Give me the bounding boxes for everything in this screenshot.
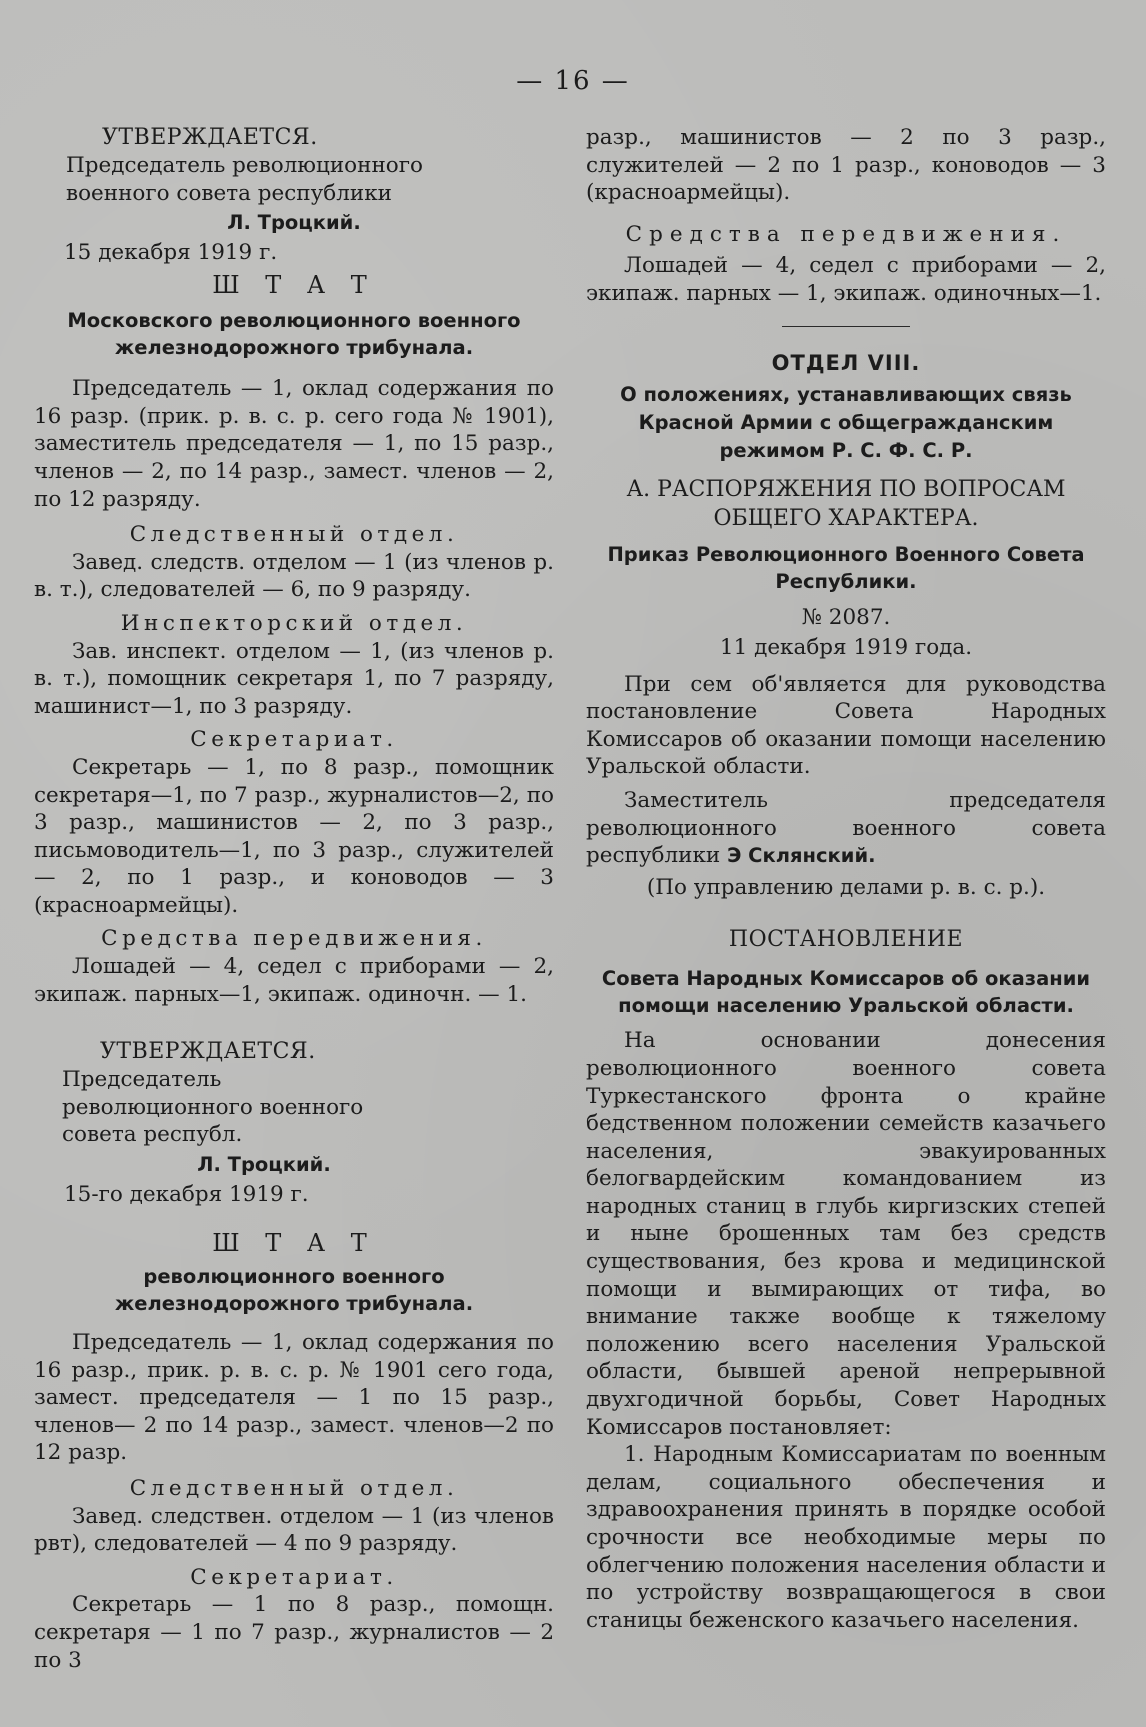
order-text: При сем об'является для руководства постановление Совета Народных Комиссаров об оказании помощи населению Уральской области. <box>586 671 1106 780</box>
investigation-paragraph-2: Завед. следствен. отделом — 1 (из членов рвт), следователей — 4 по 9 разряду. <box>34 1503 554 1557</box>
transport-paragraph: Лошадей — 4, седел с приборами — 2, экипаж. парных—1, экипаж. одиночн. — 1. <box>34 954 554 1007</box>
approval-heading-1: УТВЕРЖДАЕТСЯ. <box>102 125 318 150</box>
page-number: — 16 — <box>516 66 630 96</box>
transport-paragraph-right: Лошадей — 4, седел с приборами — 2, экипаж. парных — 1, экипаж. одиночных—1. <box>586 253 1106 306</box>
order-date: 11 декабря 1919 года. <box>719 634 973 660</box>
department-heading: ОТДЕЛ VIII. <box>771 350 921 375</box>
section-a-heading: А. РАСПОРЯЖЕНИЯ ПО ВОПРОСАМ ОБЩЕГО ХАРАКТЕРА. <box>626 476 1066 531</box>
section-divider <box>782 326 910 327</box>
approval-text-2: Председатель революционного военного совета республ. <box>62 1067 364 1148</box>
secretariat-paragraph: Секретарь — 1, по 8 разр., помощник секретаря—1, по 7 разр., журналистов—2, по 3 разр., машинистов — 2, по 3 разр., письмоводитель—1, по 3 разр., служителей — 2, по 1 разр., и коноводов — 3 (красноармейцы). <box>34 754 554 918</box>
section-heading-secretariat: Секретариат. <box>190 727 398 753</box>
deputy-text: Заместитель председателя революционного военного совета республики <box>586 787 1106 869</box>
deputy-signature <box>586 787 1106 870</box>
signer-2: Л. Троцкий. <box>197 1153 331 1177</box>
shtat-heading-2: Ш Т А Т <box>212 1229 376 1258</box>
shtat-heading-1: Ш Т А Т <box>212 271 376 300</box>
secretariat-paragraph-2: Секретарь — 1 по 8 разр., помощн. секретаря — 1 по 7 разр., журналистов — 2 по 3 <box>34 1592 554 1673</box>
order-number: № 2087. <box>801 604 891 630</box>
deputy-name: Э Склянский. <box>727 844 876 868</box>
signer-1: Л. Троцкий. <box>227 211 361 235</box>
resolution-heading: ПОСТАНОВЛЕНИЕ <box>728 927 964 953</box>
staff-paragraph-2: Председатель — 1, оклад содержания по 16 разр., прик. р. в. с. р. № 1901 сего года, замест. председателя — 1 по 15 разр., членов— 2 по 14 разр., замест. членов—2 по 12 разр. <box>34 1330 554 1466</box>
shtat-title-2: революционного военного железнодорожного трибунала. <box>114 1265 474 1316</box>
approval-text-1: Председатель революционного военного совета республики <box>66 153 423 206</box>
section-heading-inspection: Инспекторский отдел. <box>120 610 468 636</box>
resolution-item-1: 1. Народным Комиссариатам по военным делам, социального обеспечения и здравоохранения принять в порядке особой срочности все необходимые меры по облегчению положения населения области и по устройству возвращающегося в свои станицы беженского казачьего населения. <box>586 1442 1106 1633</box>
department-title: О положениях, устанавливающих связь Красной Армии с общегражданским режимом Р. С. Ф. С. Р. <box>620 382 1072 462</box>
section-heading-secretariat-2: Секретариат. <box>190 1564 398 1590</box>
staff-paragraph-1: Председатель — 1, оклад содержания по 16 разр. (прик. р. в. с. р. сего года № 1901), заместитель председателя — 1, по 15 разр., членов — 2, по 14 разр., замест. членов — 2, по 12 разряду. <box>34 376 554 512</box>
continued-paragraph: разр., машинистов — 2 по 3 разр., служителей — 2 по 1 разр., коноводов — 3 (красноармейцы). <box>586 125 1106 206</box>
approval-date-1: 15 декабря 1919 г. <box>64 240 278 266</box>
investigation-paragraph: Завед. следств. отделом — 1 (из членов р. в. т.), следователей — 6, по 9 разряду. <box>34 549 554 603</box>
section-heading-transport-right: Средства передвижения. <box>625 221 1067 247</box>
order-title: Приказ Революционного Военного Совета Республики. <box>607 542 1085 593</box>
left-column <box>34 124 554 1674</box>
admin-note: (По управлению делами р. в. с. р.). <box>646 874 1046 900</box>
resolution-subtitle: Совета Народных Комиссаров об оказании помощи населению Уральской области. <box>601 967 1091 1018</box>
section-heading-investigation-2: Следственный отдел. <box>129 1476 459 1501</box>
approval-date-2: 15-го декабря 1919 г. <box>64 1182 309 1208</box>
approval-heading-2: УТВЕРЖДАЕТСЯ. <box>100 1039 316 1065</box>
right-column <box>586 124 1106 1634</box>
section-heading-investigation: Следственный отдел. <box>129 522 459 548</box>
shtat-title-1: Московского революционного военного железнодорожного трибунала. <box>67 309 521 360</box>
inspection-paragraph: Зав. инспект. отделом — 1, (из членов р. в. т.), помощник секретаря 1, по 7 разряду, машинист—1, по 3 разряду. <box>34 638 554 719</box>
section-heading-transport: Средства передвижения. <box>101 926 487 952</box>
resolution-body: На основании донесения революционного военного совета Туркестанского фронта о крайне бедственном положении семейств казачьего населения, эвакуированных белогвардейским командованием из народных станиц в глубь киргизских степей и ныне брошенных там без средств существования, без крова и медицинской помощи и вымирающих от тифа, во внимание также вообще к тяжелому положению всего населения Уральской области, бывшей ареной непрерывной двухгодичной борьбы, Совет Народных Комиссаров постановляет: <box>586 1028 1106 1440</box>
